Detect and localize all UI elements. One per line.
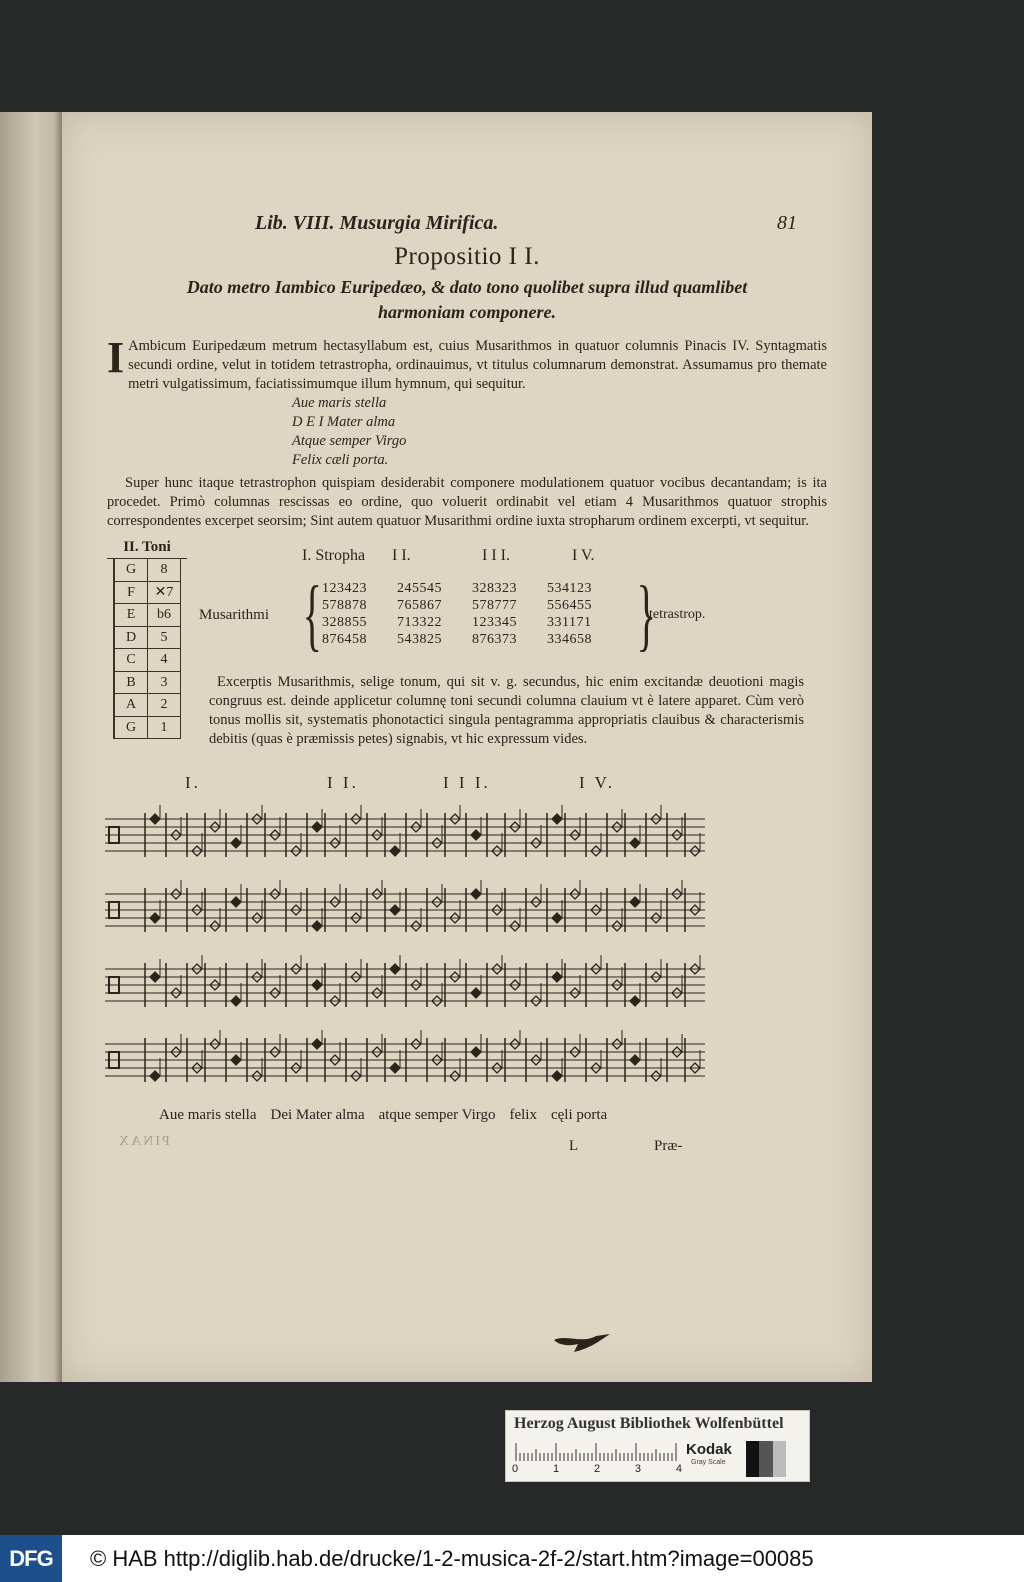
- clef-letter: G: [115, 717, 148, 739]
- verse-line: D E I Mater alma: [292, 414, 396, 430]
- musarithmos: 876458: [322, 632, 367, 647]
- gray-patches: [746, 1441, 786, 1477]
- clef-row: [115, 627, 180, 650]
- score-header: I.: [185, 773, 201, 792]
- musarithmos: 334658: [547, 632, 592, 647]
- ruler-number: 2: [593, 1463, 601, 1475]
- clef-letter: D: [115, 627, 148, 649]
- musarithmi-label: Musarithmi: [199, 607, 269, 623]
- gray-patch: [746, 1441, 759, 1477]
- staff-1: [105, 805, 827, 880]
- strophe-header: I. Stropha: [302, 547, 366, 564]
- clef-letter: G: [115, 559, 148, 581]
- page-footer: [107, 1132, 827, 1172]
- musarithmos: 123423: [322, 581, 367, 596]
- ruler-numbers: [512, 1463, 682, 1475]
- clef-number: 3: [160, 674, 168, 690]
- clef-number: 2: [160, 697, 168, 712]
- verse-line: Felix cæli porta.: [292, 452, 389, 468]
- ruler-scale: [514, 1441, 679, 1461]
- clef-row: [115, 717, 180, 740]
- musarithmos: 245545: [397, 581, 442, 596]
- staff-svg: [105, 805, 705, 875]
- clef-number: 5: [160, 629, 168, 645]
- staff-2: [105, 880, 827, 955]
- musarithmos: 578878: [322, 598, 367, 613]
- lyrics-line: [107, 1107, 827, 1124]
- music-score: [107, 805, 827, 1105]
- ornament-icon: [552, 1330, 612, 1354]
- clef-number: 1: [160, 719, 168, 735]
- clef-row: [115, 604, 180, 627]
- clef-letter: E: [115, 604, 148, 626]
- musarithmos: 556455: [547, 598, 592, 613]
- strophe-header: I V.: [572, 547, 595, 564]
- clef-row: [115, 694, 180, 717]
- score-header: I I I.: [443, 773, 491, 792]
- copyright-url[interactable]: © HAB http://diglib.hab.de/drucke/1-2-musica-2f-2/start.htm?image=00085: [90, 1545, 814, 1571]
- score-header: I I.: [327, 773, 359, 792]
- musarithmos: 765867: [397, 598, 442, 613]
- score-column-headers: [107, 769, 827, 799]
- musarithmos: 578777: [472, 598, 517, 613]
- lyric: Aue maris stella: [159, 1107, 257, 1123]
- gray-patch: [773, 1441, 786, 1477]
- lyric: atque semper Virgo: [378, 1107, 496, 1123]
- left-page-edge: [0, 112, 64, 1382]
- library-name: Herzog August Bibliothek Wolfenbüttel: [514, 1415, 784, 1432]
- kodak-subtitle: Gray Scale: [691, 1459, 726, 1466]
- clef-letter: A: [115, 694, 148, 716]
- clef-grid: [113, 559, 181, 739]
- running-head: [107, 212, 827, 235]
- catchword: Præ-: [654, 1138, 683, 1154]
- clef-number: 8: [160, 562, 168, 577]
- musarithmos: 328855: [322, 615, 367, 630]
- score-header: I V.: [579, 773, 615, 792]
- proposition-subtitle: Dato metro Iambico Euripedæo, & dato tono quolibet supra illud quamlibet harmoniam componere.: [186, 277, 748, 322]
- proposition-title: Propositio I I.: [394, 243, 540, 270]
- musarithmos: 713322: [397, 615, 442, 630]
- intro-text: Ambicum Euripedæum metrum hectasyllabum est, cuius Musarithmos in quatuor columnis Pinacis IV. Syntagmatis secundi ordine, velut in totidem tetrastropha, ordinauimus, vt titulus columnarum demonstrat. Assumamus pro themate metri vulgatissimum, faciatissimumque illum hymnum, qui sequitur.: [128, 338, 827, 392]
- signature-mark: L: [569, 1138, 579, 1154]
- second-paragraph: Super hunc itaque tetrastrophon quispiam desiderabit componere modulationem quatuor vocibus decantandam; is ita procedet. Primò columnas rescissas eo ordine, quo voluerit ordinabit vel etiam 4 Musarithmos quatuor strophis correspondentes excerpet seorsim; Sint autem quatuor Musarithmi ordine iuxta stropharum ordinem excerpti, vt sequitur.: [107, 475, 827, 529]
- musarithmos: 328323: [472, 581, 517, 596]
- staff-3: [105, 955, 827, 1030]
- clef-row: [115, 582, 180, 605]
- ruler-number: 0: [512, 1463, 519, 1475]
- verse-block: [292, 394, 827, 470]
- clef-letter: C: [115, 649, 148, 671]
- lyric: felix: [509, 1107, 537, 1123]
- ruler-number: 3: [634, 1463, 642, 1475]
- strophe-header: I I I.: [482, 547, 510, 564]
- color-calibration-bar: [505, 1410, 810, 1482]
- clef-row: [115, 672, 180, 695]
- tetrastrop-label: tetrastrop.: [649, 607, 706, 622]
- musarithmos: 534123: [547, 581, 592, 596]
- strophe-header: I I.: [392, 547, 411, 564]
- kodak-brand: Kodak: [686, 1441, 732, 1458]
- gray-patch: [759, 1441, 772, 1477]
- clef-table-caption: II. Toni: [107, 539, 187, 559]
- dfg-logo: DFG: [0, 1535, 62, 1582]
- musarithmi-section: [107, 539, 827, 769]
- clef-row: [115, 649, 180, 672]
- staff-svg: [105, 880, 705, 950]
- page-number: 81: [777, 212, 797, 234]
- ruler-number: 4: [675, 1463, 682, 1475]
- musarithmos: 543825: [397, 632, 442, 647]
- left-brace: {: [302, 571, 322, 659]
- book-page: [62, 112, 872, 1382]
- staff-svg: [105, 1030, 705, 1100]
- staff-4: [105, 1030, 827, 1105]
- verse-line: Aue maris stella: [292, 395, 387, 411]
- musarithmos: 123345: [472, 615, 517, 630]
- staff-svg: [105, 955, 705, 1025]
- intro-paragraph: [107, 333, 827, 394]
- mid-paragraph: Excerptis Musarithmis, selige tonum, qui sit v. g. secundus, hic enim excitandæ deuotioni magis congruus est. deinde applicetur columnę toni secundi columna clauium vt è latere apparet. Cùm verò tonus mollis sit, systematis phonotactici singula pentagramma appropriatis clauibus & characterismis debitis (quas è præmissis petes) signabis, vt hic expressum vides.: [209, 674, 804, 747]
- clef-number: ✕7: [154, 584, 174, 600]
- musarithmos: 876373: [472, 632, 517, 647]
- clef-letter: B: [115, 672, 148, 694]
- right-brace: }: [636, 571, 656, 659]
- musarithmos: 331171: [547, 615, 592, 630]
- musarithmi-grid: [322, 581, 622, 648]
- clef-letter: F: [115, 582, 148, 604]
- clef-number: b6: [157, 607, 171, 622]
- lyric: cęli porta: [550, 1107, 608, 1123]
- footer-bar: [0, 1535, 1024, 1582]
- page-content: [107, 212, 827, 1172]
- clef-row: [115, 559, 180, 582]
- lyric: Dei Mater alma: [270, 1107, 365, 1123]
- drop-cap: I: [107, 333, 125, 382]
- clef-table: [107, 539, 187, 739]
- clef-number: 4: [160, 652, 168, 667]
- ruler-number: 1: [552, 1463, 560, 1475]
- running-head-title: Lib. VIII. Musurgia Mirifica.: [255, 212, 499, 234]
- bleed-through-text: PINAX: [117, 1134, 170, 1149]
- strophe-headers: [302, 547, 662, 565]
- verse-line: Atque semper Virgo: [292, 433, 407, 449]
